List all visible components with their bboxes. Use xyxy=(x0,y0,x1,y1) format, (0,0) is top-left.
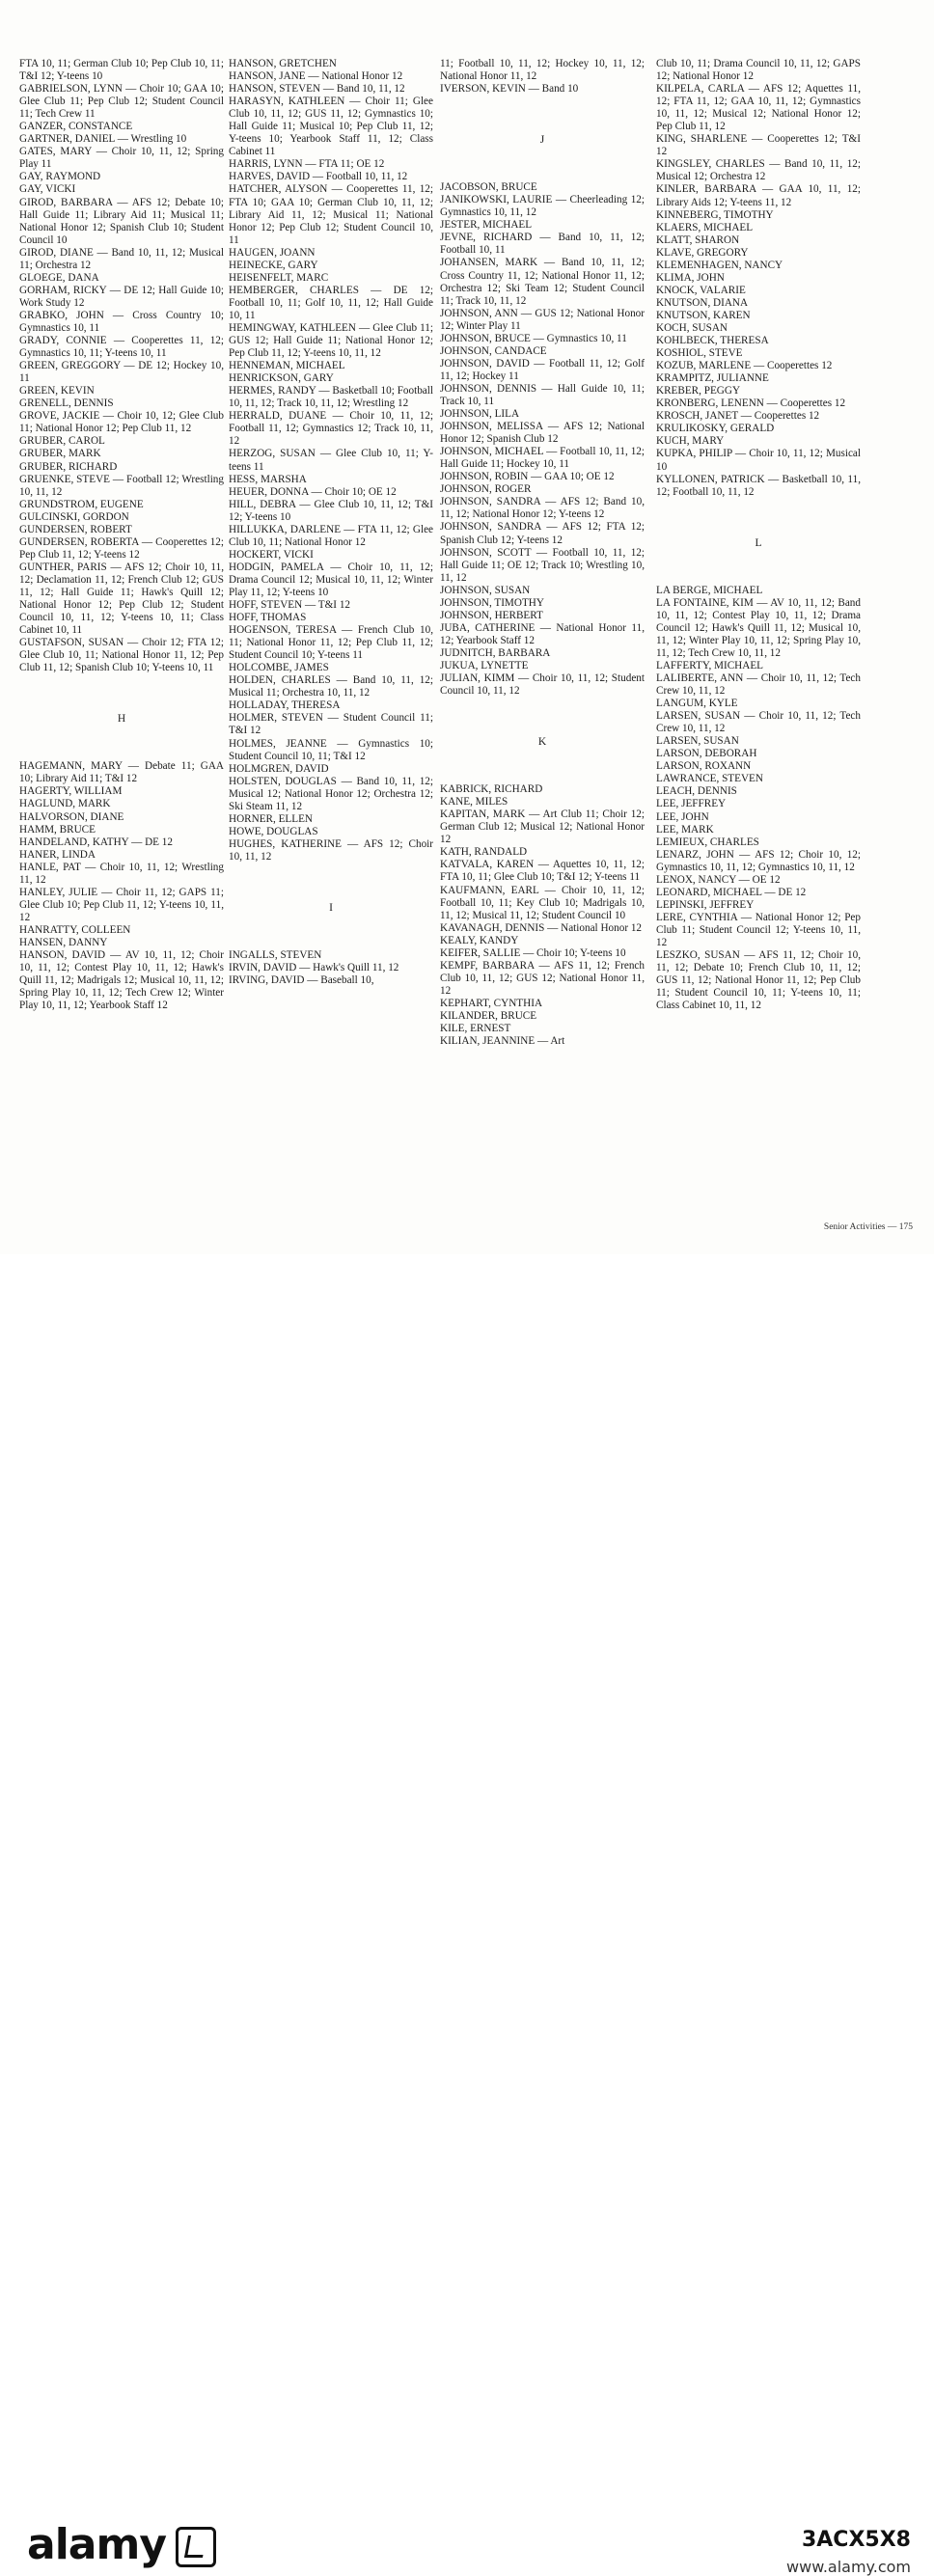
student-entry: KING, SHARLENE — Cooperettes 12; T&I 12 xyxy=(656,133,861,158)
student-entry: HANSON, DAVID — AV 10, 11, 12; Choir 10, 11, 12; Contest Play 10, 11, 12; Hawk's Quill 11, 12; Madrigals 12; Musical 10, 11, 12; Spring Play 10, 11, 12; Tech Crew 12; Winter Play 10, 11, 12; Yearbook Staff 12 xyxy=(19,949,224,1012)
student-entry: JESTER, MICHAEL xyxy=(440,219,533,232)
student-entry: KILIAN, JEANNINE — Art xyxy=(440,1035,565,1048)
student-entry: IRVIN, DAVID — Hawk's Quill 11, 12 xyxy=(229,962,399,974)
student-entry: HOLMES, JEANNE — Gymnastics 10; Student Council 10, 11; T&I 12 xyxy=(229,737,433,762)
student-entry: KUCH, MARY xyxy=(656,435,725,448)
column-1 xyxy=(19,58,224,1012)
student-entry: HEMINGWAY, KATHLEEN — Glee Club 11; GUS 12; Hall Guide 11; National Honor 12; Pep Club 11, 12; Y-teens 10, 11, 12 xyxy=(229,321,433,360)
student-entry: GRADY, CONNIE — Cooperettes 11, 12; Gymnastics 10, 11; Y-teens 10, 11 xyxy=(19,335,224,360)
student-entry: HOLCOMBE, JAMES xyxy=(229,662,329,674)
student-entry: KRULIKOSKY, GERALD xyxy=(656,423,775,435)
student-entry: HANSON, GRETCHEN xyxy=(229,58,337,69)
student-entry: GREEN, GREGGORY — DE 12; Hockey 10, 11 xyxy=(19,360,224,385)
student-entry: JOHNSON, LILA xyxy=(440,408,520,421)
student-entry: HUGHES, KATHERINE — AFS 12; Choir 10, 11, 12 xyxy=(229,837,433,863)
student-entry: KANE, MILES xyxy=(440,796,508,808)
student-entry: LEE, JOHN xyxy=(656,810,709,823)
student-entry: HOLSTEN, DOUGLAS — Band 10, 11, 12; Musical 12; National Honor 12; Orchestra 12; Ski Steam 11, 12 xyxy=(229,775,433,812)
student-entry: JOHNSON, SANDRA — AFS 12; FTA 12; Spanish Club 12; Y-teens 12 xyxy=(440,521,645,546)
student-entry: JUKUA, LYNETTE xyxy=(440,659,529,671)
student-entry: KROSCH, JANET — Cooperettes 12 xyxy=(656,410,820,423)
student-entry: HEMBERGER, CHARLES — DE 12; Football 10, 11; Golf 10, 11, 12; Hall Guide 10, 11 xyxy=(229,284,433,321)
student-entry: GRUNDSTROM, EUGENE xyxy=(19,498,144,510)
student-entry: HEINECKE, GARY xyxy=(229,259,318,271)
student-entry: JOHNSON, SANDRA — AFS 12; Band 10, 11, 12; National Honor 12; Y-teens 12 xyxy=(440,496,645,521)
student-entry: KINNEBERG, TIMOTHY xyxy=(656,208,774,221)
section-letter-heading: H xyxy=(117,713,126,726)
student-entry: KAUFMANN, EARL — Choir 10, 11, 12; Football 10, 11; Key Club 10; Madrigals 10, 11, 12; Musical 11, 12; Student Council 10 xyxy=(440,884,645,921)
student-entry: KEPHART, CYNTHIA xyxy=(440,997,543,1009)
student-entry: HANDELAND, KATHY — DE 12 xyxy=(19,836,173,848)
student-entry: KOHLBECK, THERESA xyxy=(656,335,769,347)
student-entry: GORHAM, RICKY — DE 12; Hall Guide 10; Work Study 12 xyxy=(19,284,224,309)
student-entry: LARSON, DEBORAH xyxy=(656,748,757,760)
alamy-logo-icon xyxy=(176,2527,216,2567)
student-entry: JOHNSON, MICHAEL — Football 10, 11, 12; Hall Guide 11; Hockey 10, 11 xyxy=(440,446,645,471)
section-letter-heading: I xyxy=(329,902,333,914)
student-entry: JACOBSON, BRUCE xyxy=(440,181,537,194)
student-entry: LEMIEUX, CHARLES xyxy=(656,836,759,848)
student-entry: KREBER, PEGGY xyxy=(656,385,741,397)
student-entry: KINGSLEY, CHARLES — Band 10, 11, 12; Musical 12; Orchestra 12 xyxy=(656,158,861,183)
student-entry: GUNDERSEN, ROBERT xyxy=(19,523,132,535)
page-footer: Senior Activities — 175 xyxy=(823,1222,913,1232)
student-entry: KRAMPITZ, JULIANNE xyxy=(656,372,769,385)
student-entry: JOHANSEN, MARK — Band 10, 11, 12; Cross Country 11, 12; National Honor 11, 12; Orchestra 12; Ski Team 12; Student Council 11; Track 10, 11, 12 xyxy=(440,257,645,307)
student-entry: KLAERS, MICHAEL xyxy=(656,221,754,233)
student-entry: GUSTAFSON, SUSAN — Choir 12; FTA 12; Glee Club 10, 11; National Honor 11, 12; Pep Club 11, 12; Spanish Club 10; Y-teens 10, 11 xyxy=(19,637,224,674)
student-entry: HARVES, DAVID — Football 10, 11, 12 xyxy=(229,171,408,183)
student-entry: GANZER, CONSTANCE xyxy=(19,121,133,133)
student-entry: GRENELL, DENNIS xyxy=(19,397,114,410)
student-entry: LARSEN, SUSAN xyxy=(656,735,739,748)
student-entry: LEE, JEFFREY xyxy=(656,798,727,810)
student-entry: GAY, RAYMOND xyxy=(19,171,101,183)
student-entry: LARSEN, SUSAN — Choir 10, 11, 12; Tech Crew 10, 11, 12 xyxy=(656,710,861,735)
student-entry: KEIFER, SALLIE — Choir 10; Y-teens 10 xyxy=(440,946,626,959)
student-entry: LERE, CYNTHIA — National Honor 12; Pep Club 11; Student Council 12; Y-teens 10, 11, 12 xyxy=(656,911,861,948)
student-entry: KATVALA, KAREN — Aquettes 10, 11, 12; FTA 10, 11; Glee Club 10; T&I 12; Y-teens 11 xyxy=(440,859,645,884)
student-entry: GUNDERSEN, ROBERTA — Cooperettes 12; Pep Club 11, 12; Y-teens 12 xyxy=(19,535,224,561)
column-2 xyxy=(229,58,433,987)
student-entry: GIROD, DIANE — Band 10, 11, 12; Musical 11; Orchestra 12 xyxy=(19,246,224,271)
student-entry: GABRIELSON, LYNN — Choir 10; GAA 10; Glee Club 11; Pep Club 12; Student Council 11; Tech Crew 11 xyxy=(19,83,224,121)
student-entry: HOGENSON, TERESA — French Club 10, 11; National Honor 11, 12; Pep Club 11, 12; Student Council 10; Y-teens 11 xyxy=(229,624,433,662)
student-entry: GRUBER, RICHARD xyxy=(19,460,118,473)
student-entry: HANLE, PAT — Choir 10, 11, 12; Wrestling 11, 12 xyxy=(19,861,224,886)
student-entry: JOHNSON, ANN — GUS 12; National Honor 12; Winter Play 11 xyxy=(440,307,645,332)
student-entry: KRONBERG, LENENN — Cooperettes 12 xyxy=(656,397,846,410)
student-entry: GUNTHER, PARIS — AFS 12; Choir 10, 11, 12; Declamation 11, 12; French Club 12; GUS 11, 12; Hall Guide 11; Hawk's Quill 12; National Honor 12; Pep Club 12; Student Council 10, 11, 12; Y-teens 10, 11; Class Cabinet 10, 11 xyxy=(19,561,224,637)
student-entry: JOHNSON, DAVID — Football 11, 12; Golf 11, 12; Hockey 11 xyxy=(440,357,645,382)
student-entry: HOLLADAY, THERESA xyxy=(229,699,341,712)
student-entry: GAY, VICKI xyxy=(19,183,76,196)
student-entry: HOFF, THOMAS xyxy=(229,612,307,624)
student-entry: LAWRANCE, STEVEN xyxy=(656,773,763,785)
student-entry: JANIKOWSKI, LAURIE — Cheerleading 12; Gymnastics 10, 11, 12 xyxy=(440,194,645,219)
student-entry: HERZOG, SUSAN — Glee Club 10, 11; Y-teens 11 xyxy=(229,448,433,473)
student-entry: KINLER, BARBARA — GAA 10, 11, 12; Library Aids 12; Y-teens 11, 12 xyxy=(656,183,861,208)
student-entry: JOHNSON, ROBIN — GAA 10; OE 12 xyxy=(440,471,615,483)
student-entry: HODGIN, PAMELA — Choir 10, 11, 12; Drama Council 12; Musical 10, 11, 12; Winter Play 11, 12; Y-teens 10 xyxy=(229,561,433,598)
student-entry: HOFF, STEVEN — T&I 12 xyxy=(229,599,351,612)
student-entry: KOZUB, MARLENE — Cooperettes 12 xyxy=(656,360,833,372)
student-entry: GATES, MARY — Choir 10, 11, 12; Spring Play 11 xyxy=(19,146,224,171)
student-entry: HANSON, STEVEN — Band 10, 11, 12 xyxy=(229,83,405,96)
student-entry: KLEMENHAGEN, NANCY xyxy=(656,259,783,271)
column-3 xyxy=(440,58,645,1048)
student-entry: KNUTSON, DIANA xyxy=(656,296,749,309)
student-entry: LEE, MARK xyxy=(656,823,714,836)
student-entry: KILE, ERNEST xyxy=(440,1023,511,1035)
watermark-info xyxy=(786,2528,911,2576)
student-entry: GIROD, BARBARA — AFS 12; Debate 10; Hall Guide 11; Library Aid 11; Musical 11; National Honor 12; Spanish Club 10; Student Council 10 xyxy=(19,196,224,246)
student-entry: HANER, LINDA xyxy=(19,848,96,861)
section-letter-heading: J xyxy=(539,134,545,147)
student-entry: GLOEGE, DANA xyxy=(19,271,99,284)
student-entry: HESS, MARSHA xyxy=(229,473,307,485)
watermark-url[interactable]: www.alamy.com xyxy=(786,2558,911,2576)
section-letter-heading: K xyxy=(537,736,547,749)
student-entry: HOCKERT, VICKI xyxy=(229,548,314,561)
student-entry: KOCH, SUSAN xyxy=(656,321,728,334)
student-entry: GREEN, KEVIN xyxy=(19,385,95,397)
student-entry: KNOCK, VALARIE xyxy=(656,284,746,296)
student-entry: KILPELA, CARLA — AFS 12; Aquettes 11, 12; FTA 11, 12; GAA 10, 11, 12; Gymnastics 10, 11, 12; Musical 12; National Honor 12; Pep Club 11, 12 xyxy=(656,83,861,133)
student-entry: LESZKO, SUSAN — AFS 11, 12; Choir 10, 11, 12; Debate 10; French Club 10, 11, 12; GUS 11, 12; National Honor 11, 12; Pep Club 11; Student Council 10, 11; Y-teens 10, 11; Class Cabinet 10, 11, 12 xyxy=(656,949,861,1012)
student-entry: KNUTSON, KAREN xyxy=(656,309,751,321)
student-entry: HORNER, ELLEN xyxy=(229,812,314,825)
student-entry: KILANDER, BRUCE xyxy=(440,1010,537,1022)
alamy-logo-text: alamy xyxy=(27,2520,166,2569)
student-entry: HAGERTY, WILLIAM xyxy=(19,785,123,798)
student-entry: KLATT, SHARON xyxy=(656,233,740,246)
student-entry: HENNEMAN, MICHAEL xyxy=(229,360,345,372)
section-letter-heading: L xyxy=(755,536,762,549)
student-entry: KLAVE, GREGORY xyxy=(656,246,749,259)
student-entry: JOHNSON, DENNIS — Hall Guide 10, 11; Track 10, 11 xyxy=(440,382,645,407)
student-entry: LEACH, DENNIS xyxy=(656,785,737,798)
student-entry: GULCINSKI, GORDON xyxy=(19,510,129,523)
student-entry: KLIMA, JOHN xyxy=(656,271,725,284)
student-entry: HEUER, DONNA — Choir 10; OE 12 xyxy=(229,485,397,498)
student-entry: FTA 10, 11; German Club 10; Pep Club 10, 11; T&I 12; Y-teens 10 xyxy=(19,58,224,83)
student-entry: KATH, RANDALD xyxy=(440,846,528,859)
student-entry: HAMM, BRUCE xyxy=(19,823,96,836)
student-entry: IRVING, DAVID — Baseball 10, xyxy=(229,974,374,987)
student-entry: LENOX, NANCY — OE 12 xyxy=(656,873,781,886)
student-entry: LALIBERTE, ANN — Choir 10, 11, 12; Tech Crew 10, 11, 12 xyxy=(656,672,861,698)
student-entry: KEMPF, BARBARA — AFS 11, 12; French Club 10, 11, 12; GUS 12; National Honor 11, 12 xyxy=(440,959,645,997)
column-4 xyxy=(656,58,861,1012)
student-entry: KAVANAGH, DENNIS — National Honor 12 xyxy=(440,921,643,934)
student-entry: LA FONTAINE, KIM — AV 10, 11, 12; Band 10, 11, 12; Contest Play 10, 11, 12; Drama Council 12; Hawk's Quill 11, 12; Musical 10, 11, 12; Winter Play 10, 11, 12; Spring Play 10, 11, 12; Tech Crew 10, 11, 12 xyxy=(656,596,861,659)
student-entry: HOLDEN, CHARLES — Band 10, 11, 12; Musical 11; Orchestra 10, 11, 12 xyxy=(229,674,433,699)
student-entry: HAUGEN, JOANN xyxy=(229,246,316,259)
student-entry: JULIAN, KIMM — Choir 10, 11, 12; Student Council 10, 11, 12 xyxy=(440,672,645,698)
student-entry: HENRICKSON, GARY xyxy=(229,372,334,385)
student-entry: HERRALD, DUANE — Choir 10, 11, 12; Football 11, 12; Gymnastics 12; Track 10, 11, 12 xyxy=(229,410,433,448)
student-entry: LARSON, ROXANN xyxy=(656,760,752,773)
student-entry: HOLMER, STEVEN — Student Council 11; T&I 12 xyxy=(229,712,433,737)
student-entry: JOHNSON, TIMOTHY xyxy=(440,596,544,609)
student-entry: JUBA, CATHERINE — National Honor 11, 12; Yearbook Staff 12 xyxy=(440,621,645,646)
student-entry: INGALLS, STEVEN xyxy=(229,949,322,962)
yearbook-page xyxy=(0,0,934,1254)
student-entry: HERMES, RANDY — Basketball 10; Football 10, 11, 12; Track 10, 11, 12; Wrestling 12 xyxy=(229,385,433,410)
watermark-band xyxy=(0,1254,934,2576)
student-entry: LENARZ, JOHN — AFS 12; Choir 10, 12; Gymnastics 10, 11, 12; Gymnastics 10, 11, 12 xyxy=(656,848,861,873)
student-entry: JEVNE, RICHARD — Band 10, 11, 12; Football 10, 11 xyxy=(440,232,645,257)
student-entry: HANLEY, JULIE — Choir 11, 12; GAPS 11; Glee Club 10; Pep Club 11, 12; Y-teens 10, 11, 12 xyxy=(19,886,224,923)
student-entry: HEISENFELT, MARC xyxy=(229,271,329,284)
student-entry: JOHNSON, BRUCE — Gymnastics 10, 11 xyxy=(440,332,627,344)
student-entry: GRUBER, MARK xyxy=(19,448,101,460)
student-entry: HOWE, DOUGLAS xyxy=(229,825,318,837)
student-entry: GRUBER, CAROL xyxy=(19,435,105,448)
student-entry: HOLMGREN, DAVID xyxy=(229,762,329,775)
student-entry: HANSON, JANE — National Honor 12 xyxy=(229,70,403,83)
student-entry: HANSEN, DANNY xyxy=(19,937,108,948)
student-entry: LANGUM, KYLE xyxy=(656,698,738,710)
image-id: 3ACX5X8 xyxy=(801,2528,911,2552)
student-entry: HARRIS, LYNN — FTA 11; OE 12 xyxy=(229,158,385,171)
student-entry: HAGEMANN, MARY — Debate 11; GAA 10; Library Aid 11; T&I 12 xyxy=(19,760,224,785)
student-entry: KYLLONEN, PATRICK — Basketball 10, 11, 12; Football 10, 11, 12 xyxy=(656,473,861,498)
student-entry: 11; Football 10, 11, 12; Hockey 10, 11, 12; National Honor 11, 12 xyxy=(440,58,645,83)
student-entry: LEONARD, MICHAEL — DE 12 xyxy=(656,886,807,898)
student-entry: LAFFERTY, MICHAEL xyxy=(656,659,764,671)
student-entry: LEPINSKI, JEFFREY xyxy=(656,898,755,911)
student-entry: GROVE, JACKIE — Choir 10, 12; Glee Club 11; National Honor 12; Pep Club 11, 12 xyxy=(19,410,224,435)
student-entry: KUPKA, PHILIP — Choir 10, 11, 12; Musical 10 xyxy=(656,448,861,473)
student-entry: JOHNSON, HERBERT xyxy=(440,609,543,621)
student-entry: HAGLUND, MARK xyxy=(19,798,111,810)
student-entry: HILL, DEBRA — Glee Club 10, 11, 12; T&I 12; Y-teens 10 xyxy=(229,498,433,523)
student-entry: HATCHER, ALYSON — Cooperettes 11, 12; FTA 10; GAA 10; German Club 10, 11, 12; Library Aid 11, 12; Musical 11; National Honor 12; Pep Club 12; Student Council 10, 11 xyxy=(229,183,433,246)
alamy-logo xyxy=(27,2520,216,2569)
student-entry: KABRICK, RICHARD xyxy=(440,783,543,796)
student-entry: JOHNSON, SUSAN xyxy=(440,584,531,596)
student-entry: KEALY, KANDY xyxy=(440,934,519,946)
student-entry: KOSHIOL, STEVE xyxy=(656,347,743,360)
student-entry: KAPITAN, MARK — Art Club 11; Choir 12; German Club 12; Musical 12; National Honor 12 xyxy=(440,808,645,846)
student-entry: LA BERGE, MICHAEL xyxy=(656,584,763,596)
student-entry: JUDNITCH, BARBARA xyxy=(440,646,551,659)
student-entry: JOHNSON, MELISSA — AFS 12; National Honor 12; Spanish Club 12 xyxy=(440,421,645,446)
student-entry: JOHNSON, SCOTT — Football 10, 11, 12; Hall Guide 11; OE 12; Track 10; Wrestling 10, 11, 12 xyxy=(440,546,645,584)
student-entry: JOHNSON, CANDACE xyxy=(440,344,547,357)
student-entry: GRABKO, JOHN — Cross Country 10; Gymnastics 10, 11 xyxy=(19,309,224,334)
student-entry: JOHNSON, ROGER xyxy=(440,483,532,496)
student-entry: HARASYN, KATHLEEN — Choir 11; Glee Club 10, 11, 12; GUS 11, 12; Gymnastics 10; Hall Guide 11; Musical 10; Pep Club 11, 12; Y-teens 10; Yearbook Staff 11, 12; Class Cabinet 11 xyxy=(229,96,433,158)
student-entry: HANRATTY, COLLEEN xyxy=(19,923,131,936)
student-entry: Club 10, 11; Drama Council 10, 11, 12; GAPS 12; National Honor 12 xyxy=(656,58,861,83)
student-entry: IVERSON, KEVIN — Band 10 xyxy=(440,83,579,96)
student-entry: GRUENKE, STEVE — Football 12; Wrestling 10, 11, 12 xyxy=(19,473,224,498)
student-entry: HILLUKKA, DARLENE — FTA 11, 12; Glee Club 10, 11; National Honor 12 xyxy=(229,523,433,548)
student-entry: GARTNER, DANIEL — Wrestling 10 xyxy=(19,133,187,146)
student-entry: HALVORSON, DIANE xyxy=(19,810,124,823)
